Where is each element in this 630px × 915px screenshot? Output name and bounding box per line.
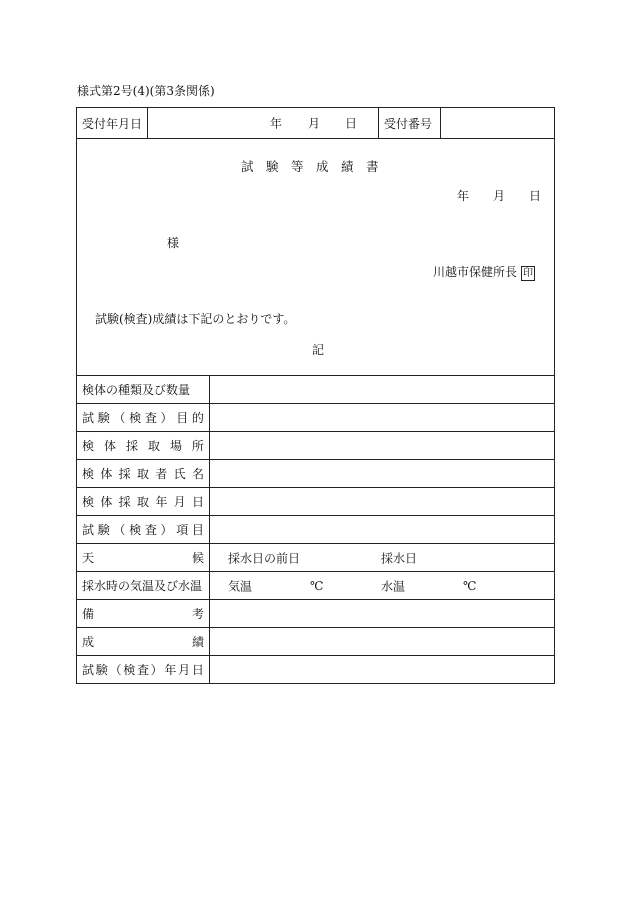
table-row-test-purpose (77, 404, 555, 432)
temperature-field[interactable] (210, 572, 555, 600)
table-row-sampler-name (77, 460, 555, 488)
weather-label (77, 544, 210, 572)
sampling-date-field[interactable] (210, 488, 555, 516)
sampler-name-label-chars: 検 体 採 取 者 氏 名 (82, 467, 204, 481)
reception-row (76, 107, 555, 139)
sampling-date-label (77, 488, 210, 516)
issuer-name: 川越市保健所長 (433, 265, 518, 279)
ki-mark: 記 (312, 343, 325, 357)
results-label (77, 628, 210, 656)
test-items-field[interactable] (210, 516, 555, 544)
sampling-location-label-chars: 検 体 採 取 場 所 (82, 439, 204, 453)
recipient-honorific: 様 (167, 236, 180, 250)
remarks-field[interactable] (210, 600, 555, 628)
results-field[interactable] (210, 628, 555, 656)
table-row-specimen-type-quantity (77, 376, 555, 404)
issue-year: 年 (457, 189, 470, 203)
certificate-box (76, 138, 555, 376)
temperature-label: 採水時の気温及び水温 (77, 572, 210, 600)
test-purpose-label-chars: 試 験 （ 検 査 ） 目 的 (82, 411, 204, 425)
sampler-name-label (77, 460, 210, 488)
document-title: 試 験 等 成 績 書 (241, 159, 379, 174)
weather-text-1: 採水日の前日 (228, 551, 301, 565)
sampler-name-field[interactable] (210, 460, 555, 488)
specimen-type-quantity-label: 検体の種類及び数量 (77, 376, 210, 404)
remarks-label (77, 600, 210, 628)
sampling-location-field[interactable] (210, 432, 555, 460)
weather-field[interactable] (210, 544, 555, 572)
test-date-label-chars: 試 験 （ 検 査 ） 年 月 日 (82, 663, 204, 677)
reception-month: 月 (308, 116, 321, 131)
weather-text-2: 採水日 (381, 551, 418, 565)
reception-date-label: 受付年月日 (77, 108, 148, 138)
reception-day: 日 (345, 116, 358, 131)
table-row-sampling-date (77, 488, 555, 516)
sampling-date-label-chars: 検 体 採 取 年 月 日 (82, 495, 204, 509)
remarks-label-chars: 備 考 (82, 607, 204, 621)
sampling-location-label (77, 432, 210, 460)
reception-number-field[interactable] (441, 108, 554, 138)
test-purpose-label (77, 404, 210, 432)
reception-date-field[interactable] (148, 108, 379, 138)
result-statement: 試験(検査)成績は下記のとおりです。 (95, 312, 296, 326)
reception-year: 年 (270, 116, 283, 131)
table-row-test-date (77, 656, 555, 684)
seal-mark: 印 (523, 268, 534, 279)
temperature-text-1: 気温 (228, 579, 253, 593)
specimen-type-quantity-field[interactable] (210, 376, 555, 404)
test-items-label-chars: 試 験 （ 検 査 ） 項 目 (82, 523, 204, 537)
issuer-line (433, 263, 535, 281)
table-row-temperature (77, 572, 555, 600)
table-row-remarks (77, 600, 555, 628)
issue-day: 日 (529, 189, 542, 203)
test-date-field[interactable] (210, 656, 555, 684)
weather-label-chars: 天 候 (82, 551, 204, 565)
temperature-text-2: 水温 (381, 579, 406, 593)
form-id: 様式第2号(4)(第3条関係) (77, 84, 215, 98)
test-items-label (77, 516, 210, 544)
table-row-weather (77, 544, 555, 572)
details-table (76, 375, 555, 684)
temperature-unit-2: ℃ (463, 578, 477, 593)
temperature-unit-1: ℃ (310, 578, 324, 593)
table-row-results (77, 628, 555, 656)
issue-month: 月 (493, 189, 506, 203)
table-row-test-items (77, 516, 555, 544)
test-purpose-field[interactable] (210, 404, 555, 432)
table-row-sampling-location (77, 432, 555, 460)
test-date-label (77, 656, 210, 684)
results-label-chars: 成 績 (82, 635, 204, 649)
reception-number-label: 受付番号 (379, 108, 441, 138)
